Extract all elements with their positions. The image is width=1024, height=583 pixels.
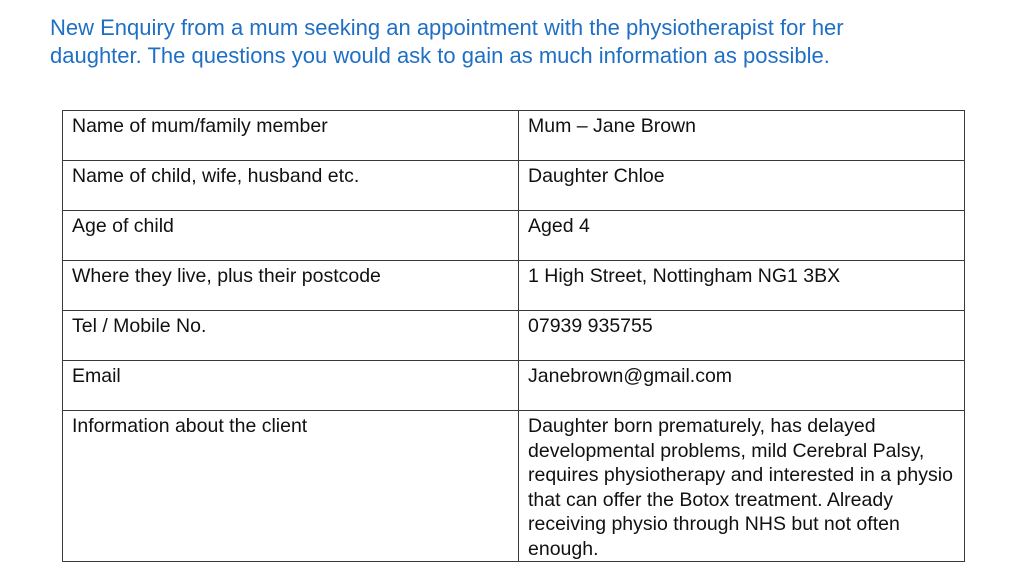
- row-value: Aged 4: [519, 211, 965, 261]
- row-label: Information about the client: [63, 411, 519, 562]
- row-label: Age of child: [63, 211, 519, 261]
- table-row-client-info: [63, 411, 965, 562]
- row-value: Mum – Jane Brown: [519, 111, 965, 161]
- table-row-child-age: [63, 211, 965, 261]
- row-value: Daughter Chloe: [519, 161, 965, 211]
- table-row-child-name: [63, 161, 965, 211]
- page-heading: [50, 14, 1010, 70]
- row-value: 07939 935755: [519, 311, 965, 361]
- row-label: Name of child, wife, husband etc.: [63, 161, 519, 211]
- page-heading-line-2: daughter. The questions you would ask to gain as much information as possible.: [50, 43, 830, 68]
- table-row-mum-name: [63, 111, 965, 161]
- row-value: Janebrown@gmail.com: [519, 361, 965, 411]
- page-heading-line-1: New Enquiry from a mum seeking an appointment with the physiotherapist for her: [50, 15, 844, 40]
- row-label: Email: [63, 361, 519, 411]
- row-label: Tel / Mobile No.: [63, 311, 519, 361]
- row-value: 1 High Street, Nottingham NG1 3BX: [519, 261, 965, 311]
- table-row-address: [63, 261, 965, 311]
- row-label: Where they live, plus their postcode: [63, 261, 519, 311]
- row-value: Daughter born prematurely, has delayed developmental problems, mild Cerebral Palsy, requires physiotherapy and interested in a physio that can offer the Botox treatment. Already receiving physio through NHS but not often enough.: [519, 411, 965, 562]
- table-row-email: [63, 361, 965, 411]
- enquiry-table: [62, 110, 965, 562]
- table-row-phone: [63, 311, 965, 361]
- row-label: Name of mum/family member: [63, 111, 519, 161]
